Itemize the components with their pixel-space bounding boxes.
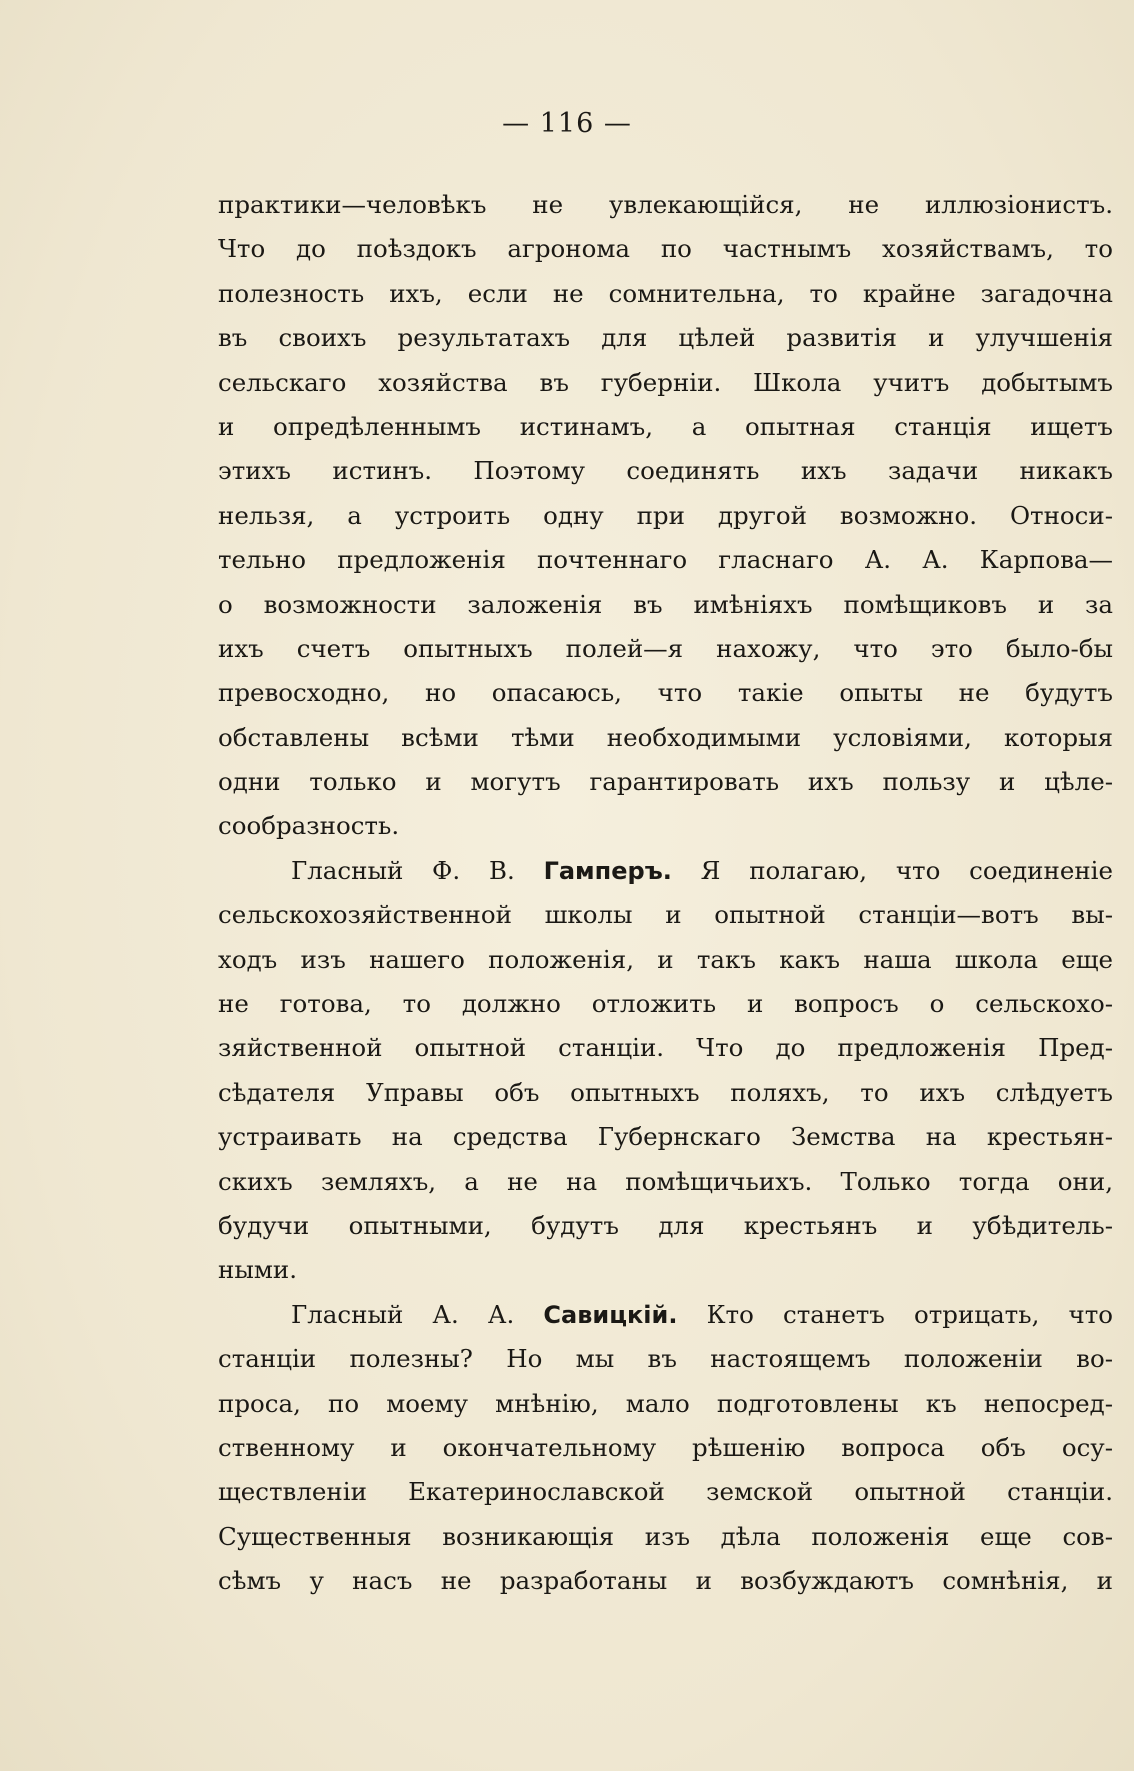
text-line: одни только и могутъ гарантировать ихъ пользу и цѣле- bbox=[218, 767, 1113, 797]
text-line: станціи полезны? Но мы въ настоящемъ положеніи во- bbox=[218, 1344, 1113, 1374]
text-line: устраивать на средства Губернскаго Земства на крестьян- bbox=[218, 1122, 1113, 1152]
text-line: полезность ихъ, если не сомнительна, то крайне загадочна bbox=[218, 278, 1113, 308]
text-line: ществленіи Екатеринославской земской опытной станціи. bbox=[218, 1477, 1113, 1507]
text-line: тельно предложенія почтеннаго гласнаго А. А. Карпова— bbox=[218, 545, 1113, 575]
text-line: ходъ изъ нашего положенія, и такъ какъ наша школа еще bbox=[218, 944, 1113, 974]
speaker-prefix: Гласный Ф. В. bbox=[291, 855, 544, 885]
speaker-name: Савицкій. bbox=[543, 1300, 678, 1329]
text-line: превосходно, но опасаюсь, что такіе опыты не будутъ bbox=[218, 678, 1113, 708]
text-line: обставлены всѣми тѣми необходимыми условіями, которыя bbox=[218, 722, 1113, 752]
text-line: сельскохозяйственной школы и опытной станціи—вотъ вы- bbox=[218, 900, 1113, 930]
text-line: сѣдателя Управы объ опытныхъ поляхъ, то ихъ слѣдуетъ bbox=[218, 1077, 1113, 1107]
text-line: проса, по моему мнѣнію, мало подготовлены къ непосред- bbox=[218, 1388, 1113, 1418]
text-line: Существенныя возникающія изъ дѣла положенія еще сов- bbox=[218, 1521, 1113, 1551]
text-line: зяйственной опытной станціи. Что до предложенія Пред- bbox=[218, 1033, 1113, 1063]
text-line: въ своихъ результатахъ для цѣлей развитія и улучшенія bbox=[218, 323, 1113, 353]
body-text bbox=[218, 183, 1113, 1604]
text-line: нельзя, а устроить одну при другой возможно. Относи- bbox=[218, 500, 1113, 530]
text-line: будучи опытными, будутъ для крестьянъ и убѣдитель- bbox=[218, 1210, 1113, 1240]
speaker-speech: Кто станетъ отрицать, что bbox=[677, 1299, 1113, 1329]
text-line: сельскаго хозяйства въ губерніи. Школа учитъ добытымъ bbox=[218, 367, 1113, 397]
text-line: и опредѣленнымъ истинамъ, а опытная станція ищетъ bbox=[218, 411, 1113, 441]
text-line: сообразность. bbox=[218, 811, 400, 841]
text-line: практики—человѣкъ не увлекающійся, не иллюзіонистъ. bbox=[218, 190, 1113, 219]
text-line: этихъ истинъ. Поэтому соединять ихъ задачи никакъ bbox=[218, 456, 1113, 486]
page-number: — 116 — bbox=[502, 108, 632, 139]
text-line: не готова, то должно отложить и вопросъ о сельскохо- bbox=[218, 989, 1113, 1019]
speaker-prefix: Гласный А. А. bbox=[291, 1299, 544, 1329]
text-line: сѣмъ у насъ не разработаны и возбуждаютъ сомнѣнія, и bbox=[218, 1566, 1113, 1596]
text-line bbox=[218, 849, 1113, 893]
speaker-speech: Я полагаю, что соединеніе bbox=[671, 855, 1113, 885]
text-line: ихъ счетъ опытныхъ полей—я нахожу, что это было-бы bbox=[218, 633, 1113, 663]
text-line: Что до поѣздокъ агронома по частнымъ хозяйствамъ, то bbox=[218, 234, 1113, 264]
speaker-name: Гамперъ. bbox=[543, 856, 672, 885]
text-line: скихъ земляхъ, а не на помѣщичьихъ. Только тогда они, bbox=[218, 1166, 1113, 1196]
text-line: о возможности заложенія въ имѣніяхъ помѣщиковъ и за bbox=[218, 589, 1113, 619]
text-line: ными. bbox=[218, 1255, 298, 1285]
text-line: ственному и окончательному рѣшенію вопроса объ осу- bbox=[218, 1432, 1113, 1462]
text-line bbox=[218, 1293, 1113, 1337]
